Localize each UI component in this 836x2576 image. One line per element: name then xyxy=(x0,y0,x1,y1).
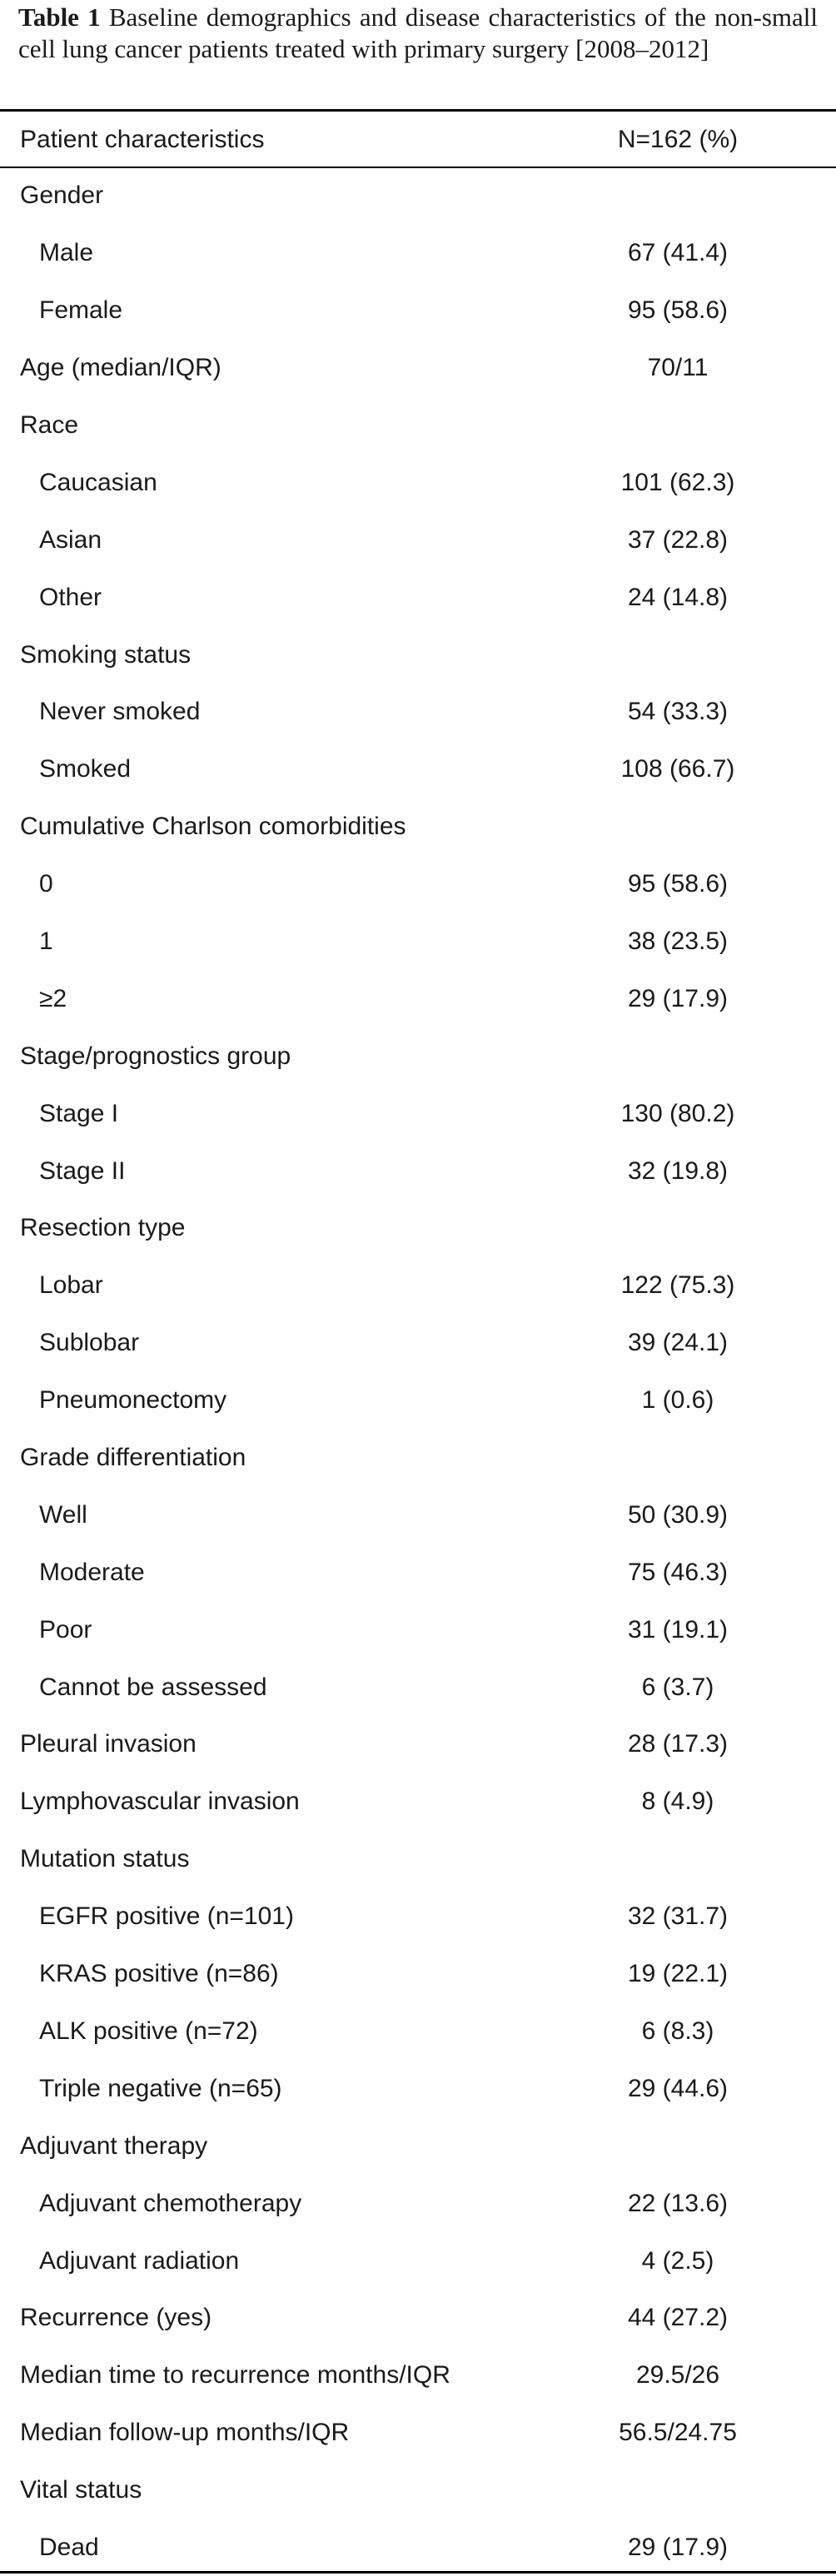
table-row xyxy=(0,225,836,282)
row-value: 95 (58.6) xyxy=(627,870,729,898)
row-label: Other xyxy=(39,583,102,611)
table-row xyxy=(0,970,836,1027)
table-row xyxy=(0,1372,836,1430)
row-value: 32 (19.8) xyxy=(627,1156,729,1185)
row-label: Pleural invasion xyxy=(20,1730,197,1758)
row-label: Dead xyxy=(39,2533,99,2561)
table-header-row xyxy=(0,109,836,167)
row-label: Median time to recurrence months/IQR xyxy=(20,2361,450,2390)
row-value: 67 (41.4) xyxy=(627,239,729,267)
table-row xyxy=(0,282,836,340)
row-label: Adjuvant therapy xyxy=(20,2131,208,2160)
table-row xyxy=(0,1315,836,1372)
header-n-value: N=162 (%) xyxy=(617,126,739,153)
row-value: 56.5/24.75 xyxy=(619,2419,737,2447)
row-label: Adjuvant radiation xyxy=(39,2246,240,2275)
row-value: 39 (24.1) xyxy=(627,1329,729,1357)
table-row xyxy=(0,1027,836,1085)
row-value: 70/11 xyxy=(647,354,709,382)
row-label: Median follow-up months/IQR xyxy=(20,2419,350,2447)
table-row xyxy=(0,1888,836,1946)
table-row xyxy=(0,1085,836,1142)
row-value: 75 (46.3) xyxy=(627,1558,729,1586)
table-row xyxy=(0,1544,836,1601)
row-value: 95 (58.6) xyxy=(627,296,729,325)
row-value: 37 (22.8) xyxy=(627,525,729,554)
table-row xyxy=(0,1200,836,1257)
row-value: 1 (0.6) xyxy=(641,1386,714,1415)
row-label: ≥2 xyxy=(39,984,67,1012)
table-row xyxy=(0,1601,836,1658)
table-row xyxy=(0,1716,836,1773)
table-row xyxy=(0,340,836,397)
row-label: Race xyxy=(20,411,79,439)
row-label: Age (median/IQR) xyxy=(20,354,221,382)
table-row xyxy=(0,1257,836,1315)
table-row xyxy=(0,397,836,455)
row-value: 50 (30.9) xyxy=(627,1500,729,1529)
row-label: Triple negative (n=65) xyxy=(39,2074,282,2102)
table-row xyxy=(0,2175,836,2232)
demographics-table xyxy=(0,109,836,2561)
row-label: Grade differentiation xyxy=(20,1444,246,1472)
row-label: Male xyxy=(39,239,94,267)
header-characteristics: Patient characteristics xyxy=(20,126,265,153)
table-row xyxy=(0,2404,836,2462)
row-value: 29 (17.9) xyxy=(627,984,729,1012)
table-row xyxy=(0,1142,836,1200)
row-value: 6 (3.7) xyxy=(641,1673,714,1701)
table-row xyxy=(0,2519,836,2576)
row-label: Resection type xyxy=(20,1214,186,1242)
table-row xyxy=(0,2060,836,2117)
table-row xyxy=(0,798,836,856)
table-row xyxy=(0,2347,836,2404)
row-value: 24 (14.8) xyxy=(627,583,729,611)
table-row xyxy=(0,2003,836,2061)
row-value: 54 (33.3) xyxy=(627,698,729,726)
row-label: Stage I xyxy=(39,1099,119,1127)
row-label: Lobar xyxy=(39,1271,103,1300)
table-body xyxy=(0,167,836,2576)
row-value: 44 (27.2) xyxy=(627,2304,729,2332)
row-label: Sublobar xyxy=(39,1329,140,1357)
table-row xyxy=(0,511,836,569)
row-label: Female xyxy=(39,296,123,325)
row-value: 28 (17.3) xyxy=(627,1730,729,1758)
row-label: Moderate xyxy=(39,1558,145,1586)
table-row xyxy=(0,2117,836,2175)
row-label: ALK positive (n=72) xyxy=(39,2017,258,2045)
row-label: Lymphovascular invasion xyxy=(20,1788,300,1816)
row-label: EGFR positive (n=101) xyxy=(39,1902,294,1931)
row-label: 1 xyxy=(39,927,53,956)
row-label: Stage/prognostics group xyxy=(20,1042,291,1070)
row-label: KRAS positive (n=86) xyxy=(39,1960,279,1988)
table-row xyxy=(0,913,836,971)
row-value: 32 (31.7) xyxy=(627,1902,729,1931)
table-row xyxy=(0,1430,836,1487)
row-value: 6 (8.3) xyxy=(641,2017,714,2045)
row-value: 130 (80.2) xyxy=(620,1099,735,1127)
row-label: Pneumonectomy xyxy=(39,1386,227,1415)
row-label: Cannot be assessed xyxy=(39,1673,267,1701)
table-caption xyxy=(18,2,818,65)
row-label: Gender xyxy=(20,182,104,210)
row-value: 122 (75.3) xyxy=(620,1271,735,1300)
row-value: 101 (62.3) xyxy=(620,468,735,496)
row-value: 4 (2.5) xyxy=(641,2246,714,2275)
row-value: 29 (44.6) xyxy=(627,2074,729,2102)
table-row xyxy=(0,626,836,684)
table-row xyxy=(0,1831,836,1888)
table-row xyxy=(0,684,836,741)
row-label: Never smoked xyxy=(39,698,201,726)
row-label: Mutation status xyxy=(20,1845,190,1873)
table-row xyxy=(0,1773,836,1831)
row-label: Poor xyxy=(39,1615,92,1644)
row-label: Smoking status xyxy=(20,640,192,669)
row-value: 38 (23.5) xyxy=(627,927,729,956)
row-label: Smoked xyxy=(39,755,132,783)
table-row xyxy=(0,1946,836,2003)
row-value: 8 (4.9) xyxy=(641,1788,714,1816)
row-label: 0 xyxy=(39,870,53,898)
row-value: 19 (22.1) xyxy=(627,1960,729,1988)
row-value: 22 (13.6) xyxy=(627,2189,729,2217)
table-row xyxy=(0,167,836,225)
table-caption-text: Baseline demographics and disease characteristics of the non-small cell lung cancer patients treated with primary surgery [2008–2012] xyxy=(18,2,819,63)
row-value: 108 (66.7) xyxy=(620,755,735,783)
row-label: Vital status xyxy=(20,2476,142,2504)
table-row xyxy=(0,856,836,913)
row-value: 29.5/26 xyxy=(635,2361,720,2390)
row-label: Recurrence (yes) xyxy=(20,2304,212,2332)
table-row xyxy=(0,741,836,798)
table-row xyxy=(0,1486,836,1544)
table-row xyxy=(0,1658,836,1716)
row-label: Stage II xyxy=(39,1156,126,1185)
row-label: Asian xyxy=(39,525,102,554)
table-row xyxy=(0,569,836,626)
row-label: Adjuvant chemotherapy xyxy=(39,2189,302,2217)
row-label: Cumulative Charlson comorbidities xyxy=(20,813,406,841)
table-row xyxy=(0,2462,836,2519)
table-bottom-rule xyxy=(0,2571,836,2574)
table-row xyxy=(0,2290,836,2347)
table-row xyxy=(0,454,836,511)
row-label: Well xyxy=(39,1500,87,1529)
table-caption-label: Table 1 xyxy=(18,2,101,32)
row-value: 29 (17.9) xyxy=(627,2533,729,2561)
row-value: 31 (19.1) xyxy=(627,1615,729,1644)
table-row xyxy=(0,2232,836,2290)
row-label: Caucasian xyxy=(39,468,157,496)
